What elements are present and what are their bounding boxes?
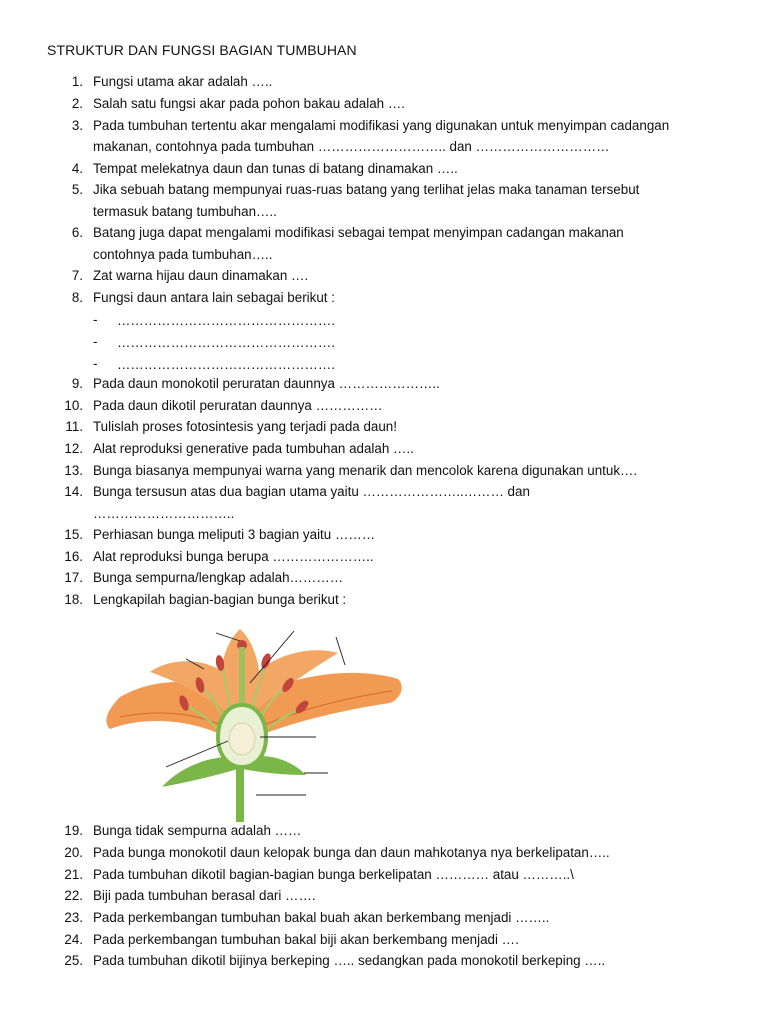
question-10 [0, 396, 768, 416]
question-number: 20. [64, 845, 83, 860]
question-number: 12. [64, 441, 83, 456]
question-text: Pada perkembangan tumbuhan bakal biji akan berkembang menjadi …. [93, 932, 519, 947]
question-5-continuation: termasuk batang tumbuhan….. [93, 204, 277, 219]
question-6-continuation: contohnya pada tumbuhan….. [93, 247, 273, 262]
question-number: 7. [71, 268, 83, 283]
question-3 [0, 116, 768, 136]
question-7 [0, 266, 768, 286]
question-text: Tempat melekatnya daun dan tunas di batang dinamakan ….. [93, 161, 458, 176]
question-6 [0, 223, 768, 243]
question-number: 19. [64, 823, 83, 838]
question-8 [0, 288, 768, 308]
question-number: 3. [71, 118, 83, 133]
question-text: Batang juga dapat mengalami modifikasi sebagai tempat menyimpan cadangan makanan [93, 225, 624, 240]
question-3-continuation: makanan, contohnya pada tumbuhan ……………………….. dan ………………………… [93, 139, 610, 154]
question-text: Alat reproduksi generative pada tumbuhan adalah ….. [93, 441, 414, 456]
question-text: Pada daun dikotil peruratan daunnya …………… [93, 398, 383, 413]
question-number: 16. [64, 549, 83, 564]
question-text: Biji pada tumbuhan berasal dari ……. [93, 888, 316, 903]
question-20 [0, 843, 768, 863]
question-number: 15. [64, 527, 83, 542]
question-number: 1. [71, 74, 83, 89]
question-25 [0, 951, 768, 971]
bullet-dash: - [93, 334, 98, 349]
flower-diagram [100, 617, 440, 822]
question-5 [0, 180, 768, 200]
question-16 [0, 547, 768, 567]
question-text: Fungsi utama akar adalah ….. [93, 74, 273, 89]
question-number: 10. [64, 398, 83, 413]
question-number: 13. [64, 463, 83, 478]
answer-blank: …………………………………………. [117, 335, 335, 350]
question-19 [0, 821, 768, 841]
question-21 [0, 865, 768, 885]
question-text: Pada daun monokotil peruratan daunnya ………………….. [93, 376, 440, 391]
question-12 [0, 439, 768, 459]
question-1 [0, 72, 768, 92]
pistil-style [239, 647, 245, 712]
question-14-continuation: ………………………….. [93, 506, 235, 521]
question-text: Alat reproduksi bunga berupa ………………….. [93, 549, 374, 564]
question-number: 21. [64, 867, 83, 882]
question-number: 18. [64, 592, 83, 607]
question-text: Perhiasan bunga meliputi 3 bagian yaitu ……… [93, 527, 376, 542]
answer-blank: …………………………………………. [117, 313, 335, 328]
question-number: 14. [64, 484, 83, 499]
question-number: 4. [71, 161, 83, 176]
bullet-dash: - [93, 312, 98, 327]
question-15 [0, 525, 768, 545]
ovule [229, 723, 255, 755]
question-23 [0, 908, 768, 928]
question-number: 6. [71, 225, 83, 240]
question-number: 9. [71, 376, 83, 391]
question-text: Bunga sempurna/lengkap adalah………… [93, 570, 344, 585]
question-text: Pada perkembangan tumbuhan bakal buah akan berkembang menjadi …….. [93, 910, 550, 925]
question-text: Salah satu fungsi akar pada pohon bakau adalah …. [93, 96, 405, 111]
question-number: 17. [64, 570, 83, 585]
question-18 [0, 590, 768, 610]
question-number: 24. [64, 932, 83, 947]
page-title: STRUKTUR DAN FUNGSI BAGIAN TUMBUHAN [47, 42, 357, 58]
answer-blank: …………………………………………. [117, 357, 335, 372]
question-text: Pada tumbuhan dikotil bijinya berkeping ….. sedangkan pada monokotil berkeping ….. [93, 953, 606, 968]
question-text: Tulislah proses fotosintesis yang terjadi pada daun! [93, 419, 397, 434]
question-text: Lengkapilah bagian-bagian bunga berikut : [93, 592, 347, 607]
question-11 [0, 417, 768, 437]
question-number: 5. [71, 182, 83, 197]
question-text: Fungsi daun antara lain sebagai berikut : [93, 290, 335, 305]
flower-stem [236, 767, 244, 822]
question-13 [0, 461, 768, 481]
question-number: 8. [71, 290, 83, 305]
question-number: 2. [71, 96, 83, 111]
question-text: Bunga tidak sempurna adalah …… [93, 823, 302, 838]
question-text: Pada tumbuhan dikotil bagian-bagian bunga berkelipatan ………… atau ………..\ [93, 867, 574, 882]
question-4 [0, 159, 768, 179]
question-text: Bunga tersusun atas dua bagian utama yaitu …………………..……… dan [93, 484, 530, 499]
question-14 [0, 482, 768, 502]
question-9 [0, 374, 768, 394]
question-24 [0, 930, 768, 950]
question-22 [0, 886, 768, 906]
question-number: 23. [64, 910, 83, 925]
bullet-dash: - [93, 356, 98, 371]
question-text: Jika sebuah batang mempunyai ruas-ruas batang yang terlihat jelas maka tanaman tersebut [93, 182, 640, 197]
question-2 [0, 94, 768, 114]
question-17 [0, 568, 768, 588]
question-number: 11. [65, 419, 83, 434]
question-text: Bunga biasanya mempunyai warna yang menarik dan mencolok karena digunakan untuk…. [93, 463, 638, 478]
question-text: Pada tumbuhan tertentu akar mengalami modifikasi yang digunakan untuk menyimpan cadangan [93, 118, 670, 133]
question-number: 25. [64, 953, 83, 968]
question-text: Pada bunga monokotil daun kelopak bunga dan daun mahkotanya nya berkelipatan….. [93, 845, 610, 860]
question-number: 22. [64, 888, 83, 903]
question-text: Zat warna hijau daun dinamakan …. [93, 268, 309, 283]
